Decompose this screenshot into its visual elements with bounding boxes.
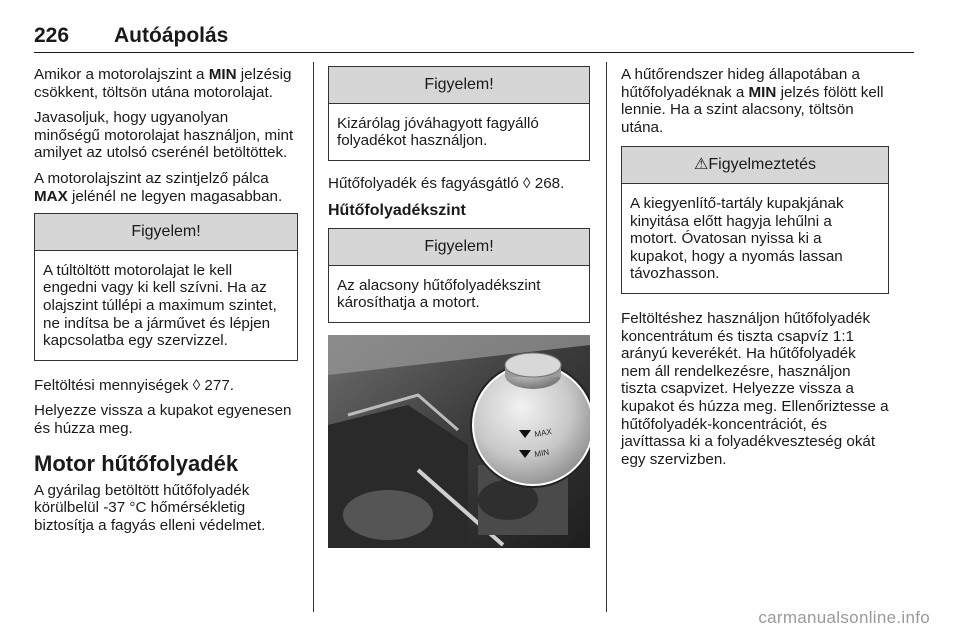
notice-box-body: A túltöltött motorolajat le kell engedni vagy ki kell szívni. Ha az olajszint túllépi a maximum szintet, ne indítsa be a járművet és lépjen kapcsolatba egy szervizzel. <box>43 261 277 350</box>
coolant-reservoir-photo <box>328 335 590 548</box>
paragraph-oil-min: Amikor a motorolajszint a MIN jelzésig csökkent, töltsön utána motorolajat. <box>34 66 292 101</box>
paragraph-fill-quantities: Feltöltési mennyiségek ◊ 277. <box>34 376 234 394</box>
warning-box-body: A kiegyenlítő-tartály kupakjának kinyitása előtt hagyja lehűlni a motort. Óvatosan nyissa ki a kupakot, hogy a nyomás lassan távozhasson. <box>630 194 844 283</box>
paragraph-coolant-protection: A gyárilag betöltött hűtőfolyadék körülbelül -37 °C hőmérsékletig biztosítja a fagyás elleni védelmet. <box>34 481 266 534</box>
section-heading-coolant: Motor hűtőfolyadék <box>34 450 239 476</box>
notice-box-title: Figyelem! <box>35 214 297 251</box>
column-divider-right <box>606 62 607 612</box>
notice-box-antifreeze <box>328 66 590 161</box>
page-header <box>34 22 914 53</box>
paragraph-refill-instructions: Feltöltéshez használjon hűtőfolyadék koncentrátum és tiszta csapvíz 1:1 arányú keverékét. Ha hűtőfolyadék nem áll rendelkezésre, használjon tiszta csapvizet. Helyezze vissza a kupakot és húzza meg. Ellenőriztesse a hűtőfolyadék-koncentrációt, és javíttassa ki a folyadékveszteség okát egy szervizben. <box>621 309 889 468</box>
paragraph-oil-max: A motorolajszint az szintjelző pálca MAX jelénél ne legyen magasabban. <box>34 169 283 205</box>
notice-box-overfill <box>34 213 298 361</box>
notice-box-body: Kizárólag jóváhagyott fagyálló folyadékot használjon. <box>337 114 539 150</box>
column-left <box>34 66 298 542</box>
paragraph-coolant-ref: Hűtőfolyadék és fagyásgátló ◊ 268. <box>328 174 565 192</box>
subheading-coolant-level: Hűtőfolyadékszint <box>328 202 466 220</box>
paragraph-oil-quality: Javasoljuk, hogy ugyanolyan minőségű motorolajat használjon, mint amilyet az utolsó cserénél betöltöttek. <box>34 109 294 162</box>
page-number: 226 <box>34 24 70 47</box>
paragraph-coolant-min: A hűtőrendszer hideg állapotában a hűtőfolyadéknak a MIN jelzés fölött kell lennie. Ha a szint alacsony, töltsön utána. <box>621 66 884 136</box>
column-divider-left <box>313 62 314 612</box>
notice-box-low-coolant <box>328 228 590 323</box>
paragraph-replace-cap: Helyezze vissza a kupakot egyenesen és húzza meg. <box>34 402 292 437</box>
notice-box-body: Az alacsony hűtőfolyadékszint károsíthatja a motort. <box>337 276 541 312</box>
warning-box-cap <box>621 146 889 294</box>
warning-box-title: ⚠Figyelmeztetés <box>622 147 888 184</box>
column-middle <box>328 66 590 548</box>
max-mark-label: MAX <box>533 426 553 439</box>
page-title: Autóápolás <box>114 24 229 47</box>
column-right <box>621 66 889 476</box>
min-mark-label: MIN <box>533 447 550 459</box>
notice-box-title: Figyelem! <box>329 67 589 104</box>
watermark: carmanualsonline.info <box>758 608 930 627</box>
notice-box-title: Figyelem! <box>329 229 589 266</box>
